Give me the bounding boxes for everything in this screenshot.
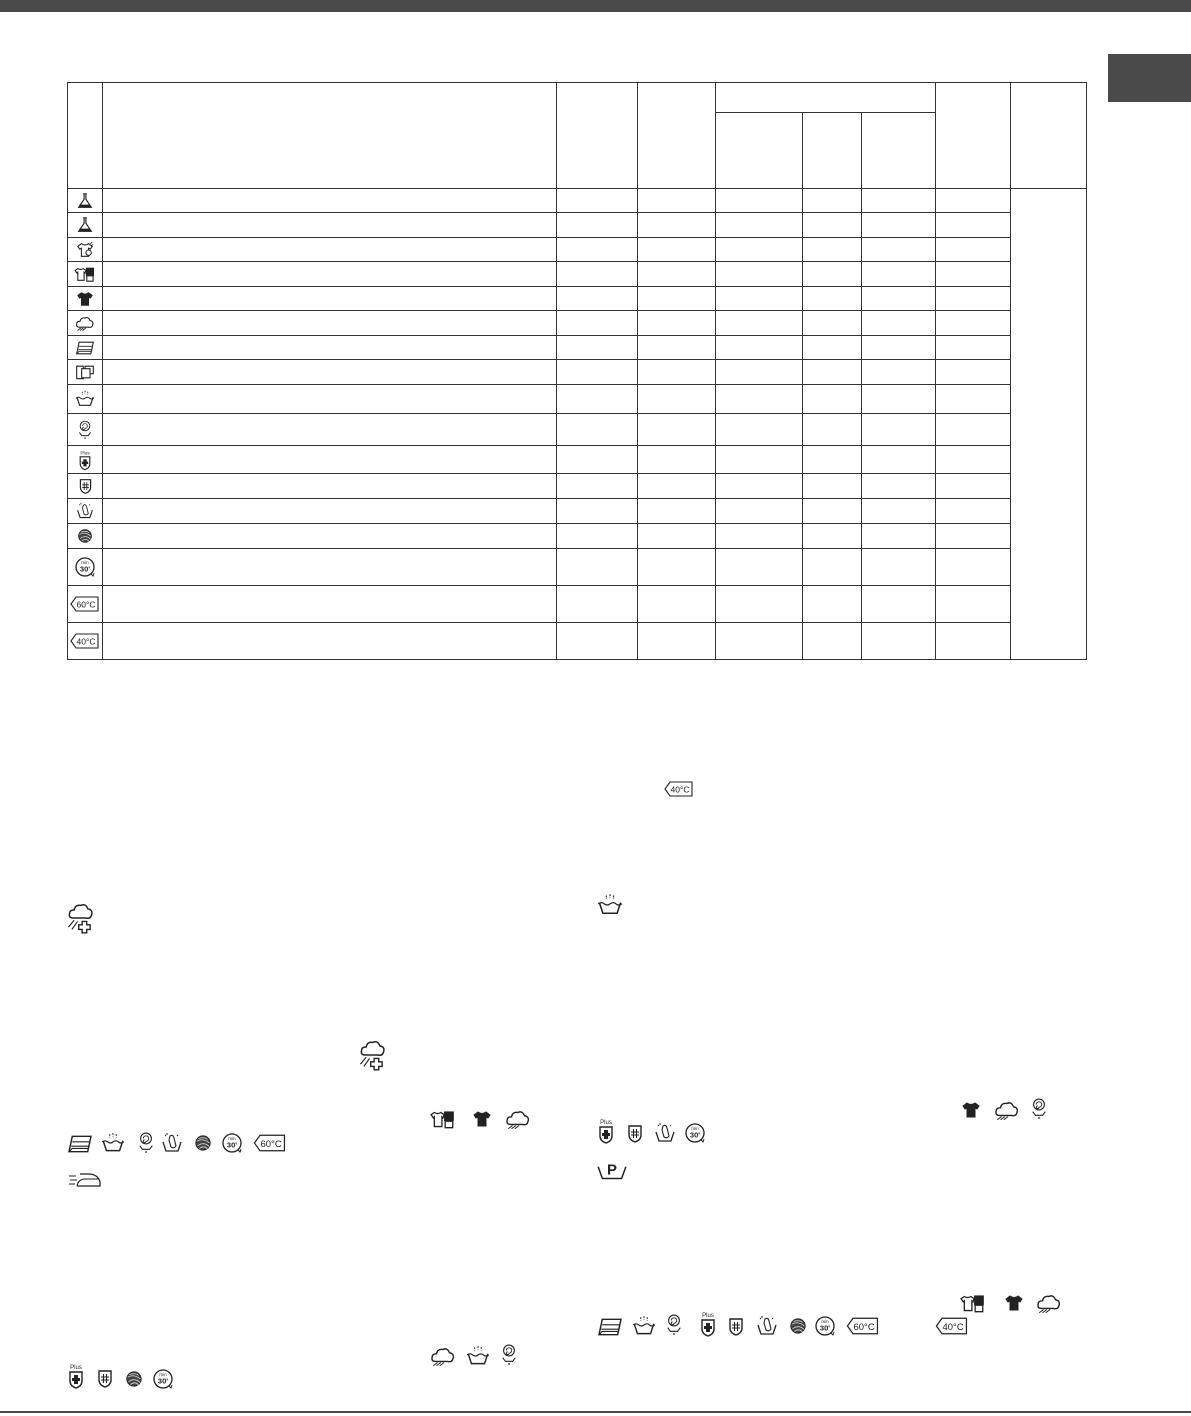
rinse-basin-icon [632,1315,656,1337]
wool-ball-icon [789,1317,807,1335]
header-program-col [103,83,557,189]
shield-plus-icon [596,1118,616,1144]
rinse-basin-icon [101,1132,125,1154]
timer-30-icon [68,556,102,578]
table-row [68,385,1087,414]
shield-plus-icon [66,1363,86,1389]
shield-icon [625,1124,645,1144]
shield-icon [726,1317,746,1337]
table-row [68,287,1087,311]
spin-drain-icon [137,1130,155,1156]
table-row [68,360,1087,385]
iron-icon [67,1170,103,1190]
steam-cloud-icon [505,1108,531,1130]
program-table [67,82,1087,660]
rinse-basin-icon [68,390,102,408]
header-sub-3 [862,113,936,189]
dark-shirt-icon [1003,1293,1025,1313]
flask-icon [68,192,102,210]
towels-icon [68,363,102,381]
timer-30-icon [221,1132,243,1154]
shield-icon [68,478,102,495]
timer-30-icon [814,1315,836,1337]
top-bar [0,0,1191,12]
table-row [68,586,1087,623]
table-row [68,311,1087,336]
table-row [68,414,1087,446]
header-col-4 [638,83,716,189]
hand-wash-icon [654,1122,676,1144]
steam-cloud-icon [68,314,102,332]
table-row [68,336,1087,360]
temp-tag-label: 60°C [76,599,96,610]
table-row [68,549,1087,586]
wool-ball-icon [194,1134,212,1152]
spin-drain-icon [68,419,102,441]
shirts-mixed-icon [68,265,102,283]
table-row [68,474,1087,499]
table-row [68,446,1087,474]
header-col-8 [936,83,1011,189]
spin-drain-icon [1030,1096,1048,1122]
header-sub-2 [803,113,862,189]
flask-icon [68,216,102,234]
table-row [68,213,1087,238]
timer-30-icon [152,1368,174,1390]
wool-ball-icon [68,528,102,544]
shirts-mixed-icon [430,1108,456,1130]
temp-tag-label: 40°C [942,1321,964,1333]
header-col-3 [557,83,638,189]
steam-plus-icon [358,1039,388,1071]
table-row [68,623,1087,660]
bottom-rule [0,1411,1191,1413]
rinse-basin-icon [466,1345,490,1367]
table-row [68,189,1087,213]
header-sub-1 [716,113,803,189]
temp-tag-60-icon [846,1316,880,1336]
temp-tag-60-icon [68,595,102,613]
rinse-basin-icon [597,893,623,917]
temp-tag-label: 60°C [260,1138,282,1150]
steam-cloud-icon [1036,1292,1062,1314]
merged-last-col [1011,189,1087,660]
shield-plus-icon [68,449,102,471]
dark-shirt-icon [68,290,102,308]
header-group [716,83,936,113]
hand-wash-icon [161,1132,183,1154]
temp-tag-40-icon [68,632,102,650]
table-row [68,524,1087,549]
hand-wash-icon [756,1315,778,1337]
header-col-9 [1011,83,1087,189]
temp-tag-60-icon [253,1133,287,1153]
temp-tag-label: 60°C [853,1321,875,1333]
table-row [68,238,1087,262]
dark-shirt-icon [471,1109,493,1129]
wool-ball-icon [125,1370,143,1388]
header-icon-col [68,83,103,189]
duvet-icon [596,1316,624,1338]
shirt-stain-icon [68,241,102,259]
table-row [68,262,1087,287]
spin-drain-icon [500,1342,518,1368]
steam-plus-icon [66,902,96,934]
temp-tag-label: 40°C [670,784,690,795]
table-row [68,499,1087,524]
language-tab[interactable] [1108,54,1191,102]
duvet-icon [66,1133,94,1155]
steam-cloud-icon [430,1345,456,1367]
shirts-mixed-icon [960,1292,986,1314]
prewash-icon [596,1158,628,1182]
temp-tag-40-icon [935,1316,969,1336]
duvet-icon [68,339,102,357]
steam-cloud-icon [994,1099,1020,1121]
dark-shirt-icon [960,1100,982,1120]
shield-plus-icon [698,1311,718,1337]
spin-drain-icon [665,1312,683,1338]
temp-tag-label: 40°C [76,636,96,647]
shield-icon [95,1369,115,1389]
timer-30-icon [684,1122,706,1144]
temp-tag-40-icon [664,780,694,798]
hand-wash-icon [68,502,102,520]
